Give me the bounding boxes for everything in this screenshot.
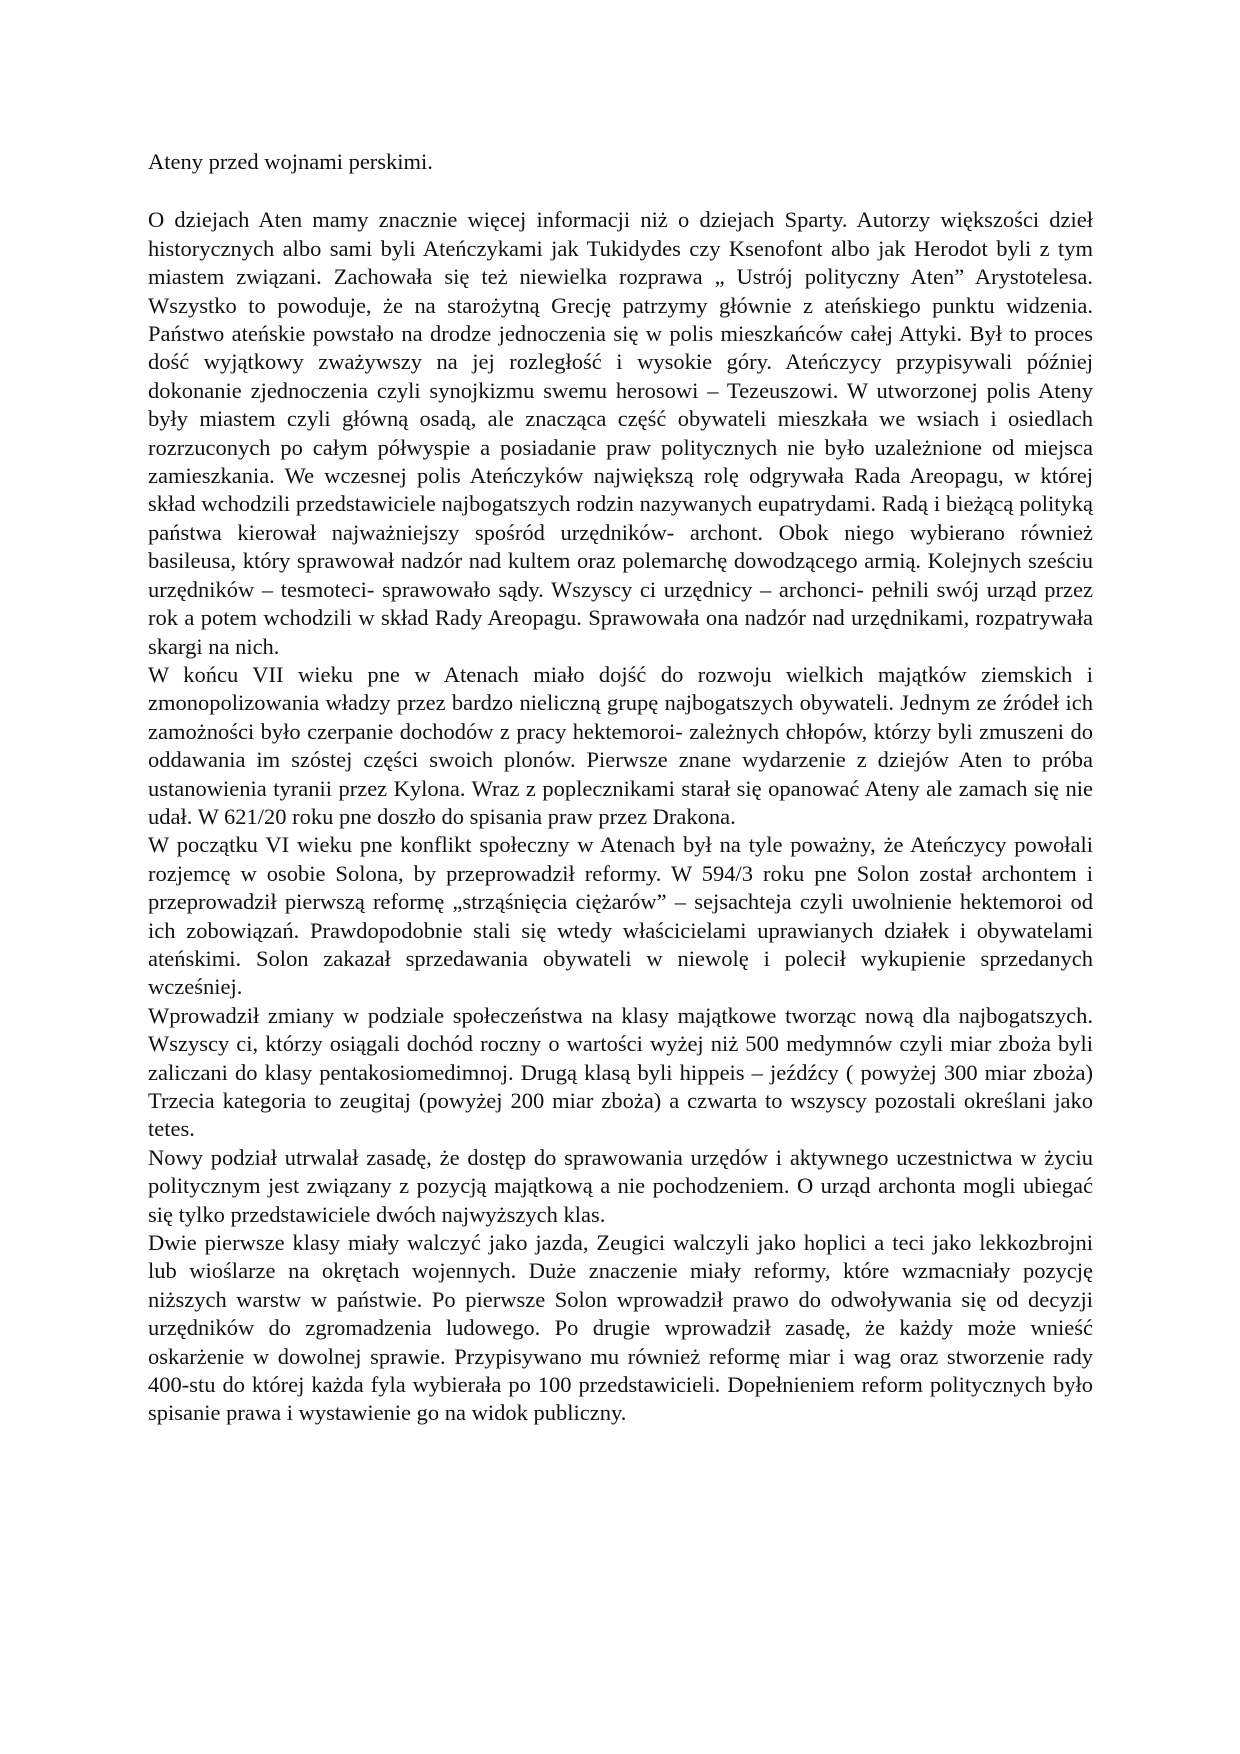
paragraph-4: Wprowadził zmiany w podziale społeczeństwa na klasy majątkowe tworząc nową dla najbogatszych. Wszyscy ci, którzy osiągali dochód roczny o wartości wyżej niż 500 medymnów czyli miar zboża byli zaliczani do klasy pentakosiomedimnoj. Drugą klasą byli hippeis – jeźdźcy ( powyżej 300 miar zboża) Trzecia kategoria to zeugitaj (powyżej 200 miar zboża) a czwarta to wszyscy pozostali określani jako tetes. [148, 1002, 1093, 1142]
paragraph-1: O dziejach Aten mamy znacznie więcej informacji niż o dziejach Sparty. Autorzy większości dzieł historycznych albo sami byli Ateńczykami jak Tukidydes czy Ksenofont albo jak Herodot byli z tym miastem związani. Zachowała się też niewielka rozprawa „ Ustrój polityczny Aten” Arystotelesa. Wszystko to powoduje, że na starożytną Grecję patrzymy głównie z ateńskiego punktu widzenia. Państwo ateńskie powstało na drodze jednoczenia się w polis mieszkańców całej Attyki. Był to proces dość wyjątkowy zważywszy na jej rozległość i wysokie góry. Ateńczycy przypisywali później dokonanie zjednoczenia czyli synojkizmu swemu herosowi – Tezeuszowi. W utworzonej polis Ateny były miastem czyli główną osadą, ale znacząca część obywateli mieszkała we wsiach i osiedlach rozrzuconych po całym półwyspie a posiadanie praw politycznych nie było uzależnione od miejsca zamieszkania. We wczesnej polis Ateńczyków największą rolę odgrywała Rada Areopagu, w której skład wchodzili przedstawiciele najbogatszych rodzin nazywanych eupatrydami. Radą i bieżącą polityką państwa kierował najważniejszy spośród urzędników- archont. Obok niego wybierano również basileusa, który sprawował nadzór nad kultem oraz polemarchę dowodzącego armią. Kolejnych sześciu urzędników – tesmoteci- sprawowało sądy. Wszyscy ci urzędnicy – archonci- pełnili swój urząd przez rok a potem wchodzili w skład Rady Areopagu. Sprawowała ona nadzór nad urzędnikami, rozpatrywała skargi na nich. [148, 207, 1093, 659]
paragraph-5: Nowy podział utrwalał zasadę, że dostęp do sprawowania urzędów i aktywnego uczestnictwa w życiu politycznym jest związany z pozycją majątkową a nie pochodzeniem. O urząd archonta mogli ubiegać się tylko przedstawiciele dwóch najwyższych klas. [148, 1144, 1093, 1227]
paragraph-2: W końcu VII wieku pne w Atenach miało dojść do rozwoju wielkich majątków ziemskich i zmonopolizowania władzy przez bardzo nieliczną grupę najbogatszych obywateli. Jednym ze źródeł ich zamożności było czerpanie dochodów z pracy hektemoroi- zależnych chłopów, którzy byli zmuszeni do oddawania im szóstej części swoich plonów. Pierwsze znane wydarzenie z dziejów Aten to próba ustanowienia tyranii przez Kylona. Wraz z poplecznikami starał się opanować Ateny ale zamach się nie udał. W 621/20 roku pne doszło do spisania praw przez Drakona. [148, 661, 1093, 829]
document-title: Ateny przed wojnami perskimi. [148, 149, 433, 174]
document-body [148, 148, 1093, 1428]
paragraph-6: Dwie pierwsze klasy miały walczyć jako jazda, Zeugici walczyli jako hoplici a teci jako lekkozbrojni lub wioślarze na okrętach wojennych. Duże znaczenie miały reformy, które wzmacniały pozycję niższych warstw w państwie. Po pierwsze Solon wprowadził prawo do odwoływania się od decyzji urzędników do zgromadzenia ludowego. Po drugie wprowadził zasadę, że każdy może wnieść oskarżenie w dowolnej sprawie. Przypisywano mu również reformę miar i wag oraz stworzenie rady 400-stu do której każda fyla wybierała po 100 przedstawicieli. Dopełnieniem reform politycznych było spisanie prawa i wystawienie go na widok publiczny. [148, 1230, 1093, 1426]
paragraph-3: W początku VI wieku pne konflikt społeczny w Atenach był na tyle poważny, że Ateńczycy powołali rozjemcę w osobie Solona, by przeprowadził reformy. W 594/3 roku pne Solon został archontem i przeprowadził pierwszą reformę „strząśnięcia ciężarów” – sejsachteja czyli uwolnienie hektemoroi od ich zobowiązań. Prawdopodobnie stali się wtedy właścicielami uprawianych działek i obywatelami ateńskimi. Solon zakazał sprzedawania obywateli w niewolę i polecił wykupienie sprzedanych wcześniej. [148, 832, 1093, 1000]
